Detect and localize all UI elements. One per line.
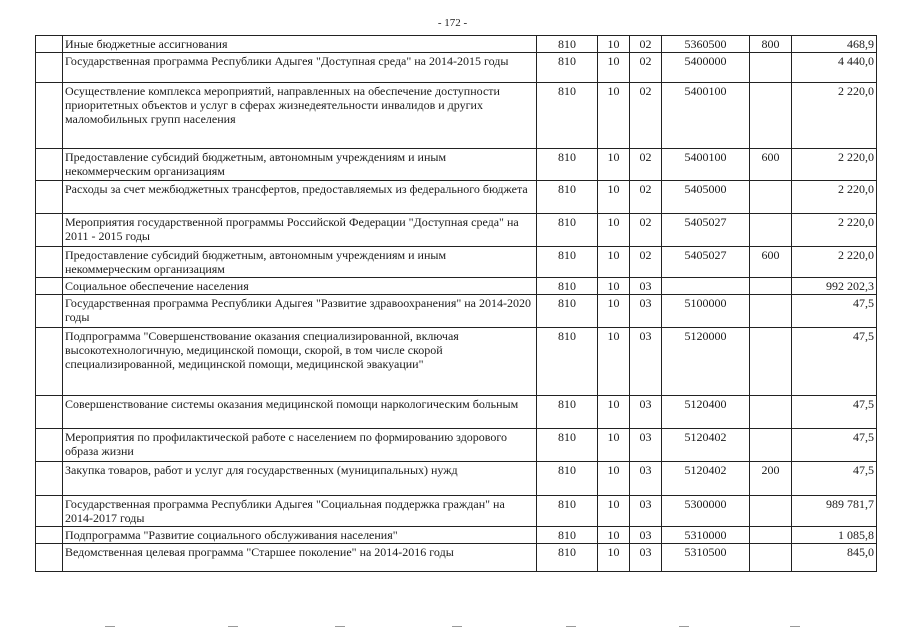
row-expense-type-cell	[750, 429, 792, 462]
row-target-article-cell: 5120402	[662, 462, 750, 496]
row-subsection-cell: 02	[630, 53, 662, 83]
table-row	[36, 247, 877, 278]
row-blank-cell	[36, 295, 63, 328]
row-expense-type-cell	[750, 83, 792, 149]
row-subsection-cell: 03	[630, 396, 662, 429]
row-section-cell: 10	[598, 53, 630, 83]
row-name-cell: Мероприятия государственной программы Российской Федерации "Доступная среда" на 2011 - 2015 годы	[63, 214, 537, 247]
row-target-article-cell: 5100000	[662, 295, 750, 328]
row-name-cell: Иные бюджетные ассигнования	[63, 36, 537, 53]
row-target-article-cell: 5360500	[662, 36, 750, 53]
row-expense-type-cell	[750, 496, 792, 527]
row-sum-cell: 47,5	[792, 462, 877, 496]
row-sum-cell: 47,5	[792, 396, 877, 429]
table-row	[36, 328, 877, 396]
row-subsection-cell: 03	[630, 496, 662, 527]
row-target-article-cell	[662, 278, 750, 295]
table-row	[36, 36, 877, 53]
row-expense-type-cell	[750, 328, 792, 396]
row-ved-cell: 810	[537, 496, 598, 527]
row-name-cell: Совершенствование системы оказания медицинской помощи наркологическим больным	[63, 396, 537, 429]
row-sum-cell: 2 220,0	[792, 83, 877, 149]
row-blank-cell	[36, 83, 63, 149]
row-sum-cell: 1 085,8	[792, 527, 877, 544]
row-ved-cell: 810	[537, 295, 598, 328]
row-name-cell: Мероприятия по профилактической работе с населением по формированию здорового образа жизни	[63, 429, 537, 462]
table-row	[36, 181, 877, 214]
row-name-cell: Подпрограмма "Развитие социального обслуживания населения"	[63, 527, 537, 544]
row-blank-cell	[36, 328, 63, 396]
row-expense-type-cell	[750, 181, 792, 214]
row-section-cell: 10	[598, 496, 630, 527]
row-blank-cell	[36, 278, 63, 295]
row-subsection-cell: 03	[630, 328, 662, 396]
row-name-cell: Расходы за счет межбюджетных трансфертов, предоставляемых из федерального бюджета	[63, 181, 537, 214]
row-section-cell: 10	[598, 328, 630, 396]
row-ved-cell: 810	[537, 396, 598, 429]
table-row	[36, 295, 877, 328]
row-expense-type-cell	[750, 278, 792, 295]
table-row	[36, 278, 877, 295]
row-expense-type-cell	[750, 295, 792, 328]
row-ved-cell: 810	[537, 36, 598, 53]
table-row	[36, 544, 877, 572]
row-ved-cell: 810	[537, 247, 598, 278]
row-sum-cell: 47,5	[792, 328, 877, 396]
row-target-article-cell: 5405027	[662, 214, 750, 247]
row-name-cell: Предоставление субсидий бюджетным, автономным учреждениям и иным некоммерческим организациям	[63, 149, 537, 181]
row-blank-cell	[36, 53, 63, 83]
table-row	[36, 53, 877, 83]
row-subsection-cell: 02	[630, 247, 662, 278]
row-target-article-cell: 5400100	[662, 83, 750, 149]
row-target-article-cell: 5120000	[662, 328, 750, 396]
row-ved-cell: 810	[537, 278, 598, 295]
row-ved-cell: 810	[537, 544, 598, 572]
table-row	[36, 496, 877, 527]
row-section-cell: 10	[598, 396, 630, 429]
row-sum-cell: 2 220,0	[792, 214, 877, 247]
row-expense-type-cell	[750, 527, 792, 544]
row-sum-cell: 47,5	[792, 295, 877, 328]
row-blank-cell	[36, 36, 63, 53]
row-sum-cell: 2 220,0	[792, 247, 877, 278]
table-row	[36, 462, 877, 496]
row-subsection-cell: 02	[630, 83, 662, 149]
row-ved-cell: 810	[537, 53, 598, 83]
row-name-cell: Закупка товаров, работ и услуг для государственных (муниципальных) нужд	[63, 462, 537, 496]
row-expense-type-cell: 600	[750, 247, 792, 278]
row-name-cell: Социальное обеспечение населения	[63, 278, 537, 295]
row-sum-cell: 845,0	[792, 544, 877, 572]
row-section-cell: 10	[598, 36, 630, 53]
row-blank-cell	[36, 462, 63, 496]
row-expense-type-cell	[750, 53, 792, 83]
row-target-article-cell: 5405000	[662, 181, 750, 214]
row-expense-type-cell: 200	[750, 462, 792, 496]
row-sum-cell: 992 202,3	[792, 278, 877, 295]
table-row	[36, 83, 877, 149]
table-row	[36, 214, 877, 247]
row-target-article-cell: 5120402	[662, 429, 750, 462]
row-ved-cell: 810	[537, 149, 598, 181]
row-ved-cell: 810	[537, 328, 598, 396]
table-row	[36, 527, 877, 544]
row-section-cell: 10	[598, 295, 630, 328]
row-name-cell: Подпрограмма "Совершенствование оказания специализированной, включая высокотехнологичную, медицинской помощи, скорой, в том числе скорой специализированной, медицинской помощи, медицинской эвакуации"	[63, 328, 537, 396]
table-row	[36, 396, 877, 429]
row-section-cell: 10	[598, 544, 630, 572]
row-target-article-cell: 5400000	[662, 53, 750, 83]
row-name-cell: Государственная программа Республики Адыгея "Социальная поддержка граждан" на 2014-2017 годы	[63, 496, 537, 527]
row-expense-type-cell: 800	[750, 36, 792, 53]
row-sum-cell: 989 781,7	[792, 496, 877, 527]
scan-bottom-edge-marks	[0, 626, 905, 640]
row-target-article-cell: 5400100	[662, 149, 750, 181]
row-sum-cell: 2 220,0	[792, 181, 877, 214]
row-expense-type-cell	[750, 396, 792, 429]
row-name-cell: Осуществление комплекса мероприятий, направленных на обеспечение доступности приоритетных объектов и услуг в сферах жизнедеятельности инвалидов и других маломобильных групп населения	[63, 83, 537, 149]
row-section-cell: 10	[598, 181, 630, 214]
row-subsection-cell: 02	[630, 214, 662, 247]
row-subsection-cell: 03	[630, 295, 662, 328]
row-sum-cell: 2 220,0	[792, 149, 877, 181]
row-blank-cell	[36, 429, 63, 462]
row-section-cell: 10	[598, 462, 630, 496]
row-subsection-cell: 02	[630, 149, 662, 181]
row-section-cell: 10	[598, 247, 630, 278]
budget-table	[35, 35, 877, 572]
row-section-cell: 10	[598, 278, 630, 295]
row-blank-cell	[36, 181, 63, 214]
row-section-cell: 10	[598, 527, 630, 544]
row-target-article-cell: 5120400	[662, 396, 750, 429]
row-subsection-cell: 03	[630, 544, 662, 572]
row-name-cell: Ведомственная целевая программа "Старшее поколение" на 2014-2016 годы	[63, 544, 537, 572]
row-blank-cell	[36, 496, 63, 527]
row-section-cell: 10	[598, 214, 630, 247]
row-subsection-cell: 02	[630, 36, 662, 53]
row-ved-cell: 810	[537, 527, 598, 544]
row-section-cell: 10	[598, 149, 630, 181]
page-number: - 172 -	[437, 17, 468, 29]
row-ved-cell: 810	[537, 181, 598, 214]
row-target-article-cell: 5310500	[662, 544, 750, 572]
row-subsection-cell: 03	[630, 429, 662, 462]
table-row	[36, 149, 877, 181]
row-ved-cell: 810	[537, 462, 598, 496]
row-expense-type-cell	[750, 214, 792, 247]
row-sum-cell: 4 440,0	[792, 53, 877, 83]
row-sum-cell: 468,9	[792, 36, 877, 53]
row-target-article-cell: 5405027	[662, 247, 750, 278]
row-blank-cell	[36, 247, 63, 278]
row-subsection-cell: 02	[630, 181, 662, 214]
row-section-cell: 10	[598, 429, 630, 462]
row-ved-cell: 810	[537, 83, 598, 149]
row-subsection-cell: 03	[630, 278, 662, 295]
row-subsection-cell: 03	[630, 462, 662, 496]
row-subsection-cell: 03	[630, 527, 662, 544]
row-sum-cell: 47,5	[792, 429, 877, 462]
row-ved-cell: 810	[537, 214, 598, 247]
row-blank-cell	[36, 149, 63, 181]
row-name-cell: Государственная программа Республики Адыгея "Развитие здравоохранения" на 2014-2020 годы	[63, 295, 537, 328]
row-blank-cell	[36, 214, 63, 247]
row-expense-type-cell	[750, 544, 792, 572]
row-blank-cell	[36, 544, 63, 572]
row-name-cell: Государственная программа Республики Адыгея "Доступная среда" на 2014-2015 годы	[63, 53, 537, 83]
row-expense-type-cell: 600	[750, 149, 792, 181]
row-target-article-cell: 5310000	[662, 527, 750, 544]
row-section-cell: 10	[598, 83, 630, 149]
row-ved-cell: 810	[537, 429, 598, 462]
row-name-cell: Предоставление субсидий бюджетным, автономным учреждениям и иным некоммерческим организациям	[63, 247, 537, 278]
row-blank-cell	[36, 527, 63, 544]
table-row	[36, 429, 877, 462]
budget-table-body	[36, 36, 877, 572]
row-target-article-cell: 5300000	[662, 496, 750, 527]
row-blank-cell	[36, 396, 63, 429]
